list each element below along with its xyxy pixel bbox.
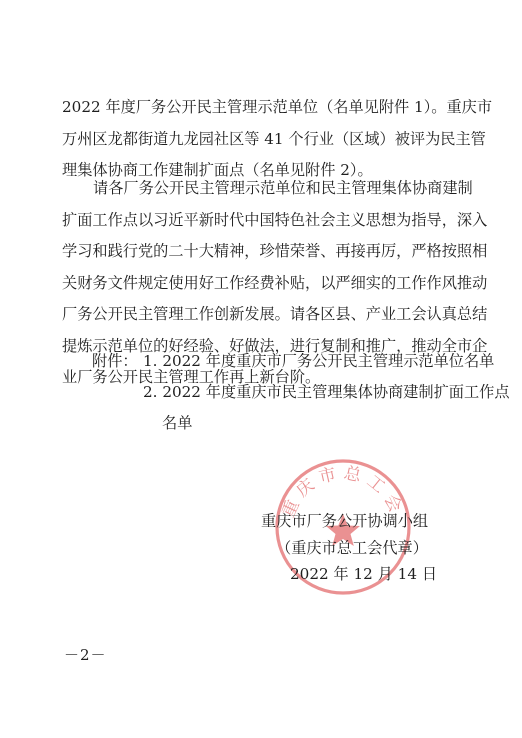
attachment-item-2-continued: 名单 bbox=[162, 414, 193, 432]
text-line: 关财务文件规定使用好工作经费补贴，以严细实的工作作风推动 bbox=[62, 273, 488, 292]
signature-org: 重庆市厂务公开协调小组 bbox=[261, 512, 429, 530]
attachments-label: 附件： bbox=[92, 352, 138, 370]
text-line: 学习和践行党的二十大精神，珍惜荣誉、再接再厉，严格按照相 bbox=[62, 242, 488, 260]
attachment-item-2: 2. 2022 年度重庆市民主管理集体协商建制扩面工作点 bbox=[143, 383, 510, 401]
seal-text: 重庆市总工会 bbox=[278, 463, 408, 521]
attachment-item-1: 1. 2022 年度重庆市厂务公开民主管理示范单位名单 bbox=[143, 352, 495, 370]
text-line: 理集体协商工作建制扩面点（名单见附件 2）。 bbox=[62, 161, 373, 179]
text-line: 请各厂务公开民主管理示范单位和民主管理集体协商建制 bbox=[93, 179, 473, 197]
text-line: 业厂务公开民主管理工作再上新台阶。 bbox=[62, 368, 321, 386]
text-line: 厂务公开民主管理工作创新发展。请各区县、产业工会认真总结 bbox=[62, 305, 488, 323]
signature-date: 2022 年 12 月 14 日 bbox=[290, 565, 438, 583]
text-line: 提炼示范单位的好经验、好做法，进行复制和推广，推动全市企 bbox=[62, 336, 488, 355]
text-line: 扩面工作点以习近平新时代中国特色社会主义思想为指导，深入 bbox=[62, 210, 488, 229]
signature-parent-org: （重庆市总工会代章） bbox=[276, 539, 428, 557]
text-line: 2022 年度厂务公开民主管理示范单位（名单见附件 1）。重庆市 bbox=[62, 98, 493, 116]
page-number: －2－ bbox=[64, 646, 107, 664]
text-line: 万州区龙都街道九龙园社区等 41 个行业（区域）被评为民主管 bbox=[62, 129, 486, 148]
